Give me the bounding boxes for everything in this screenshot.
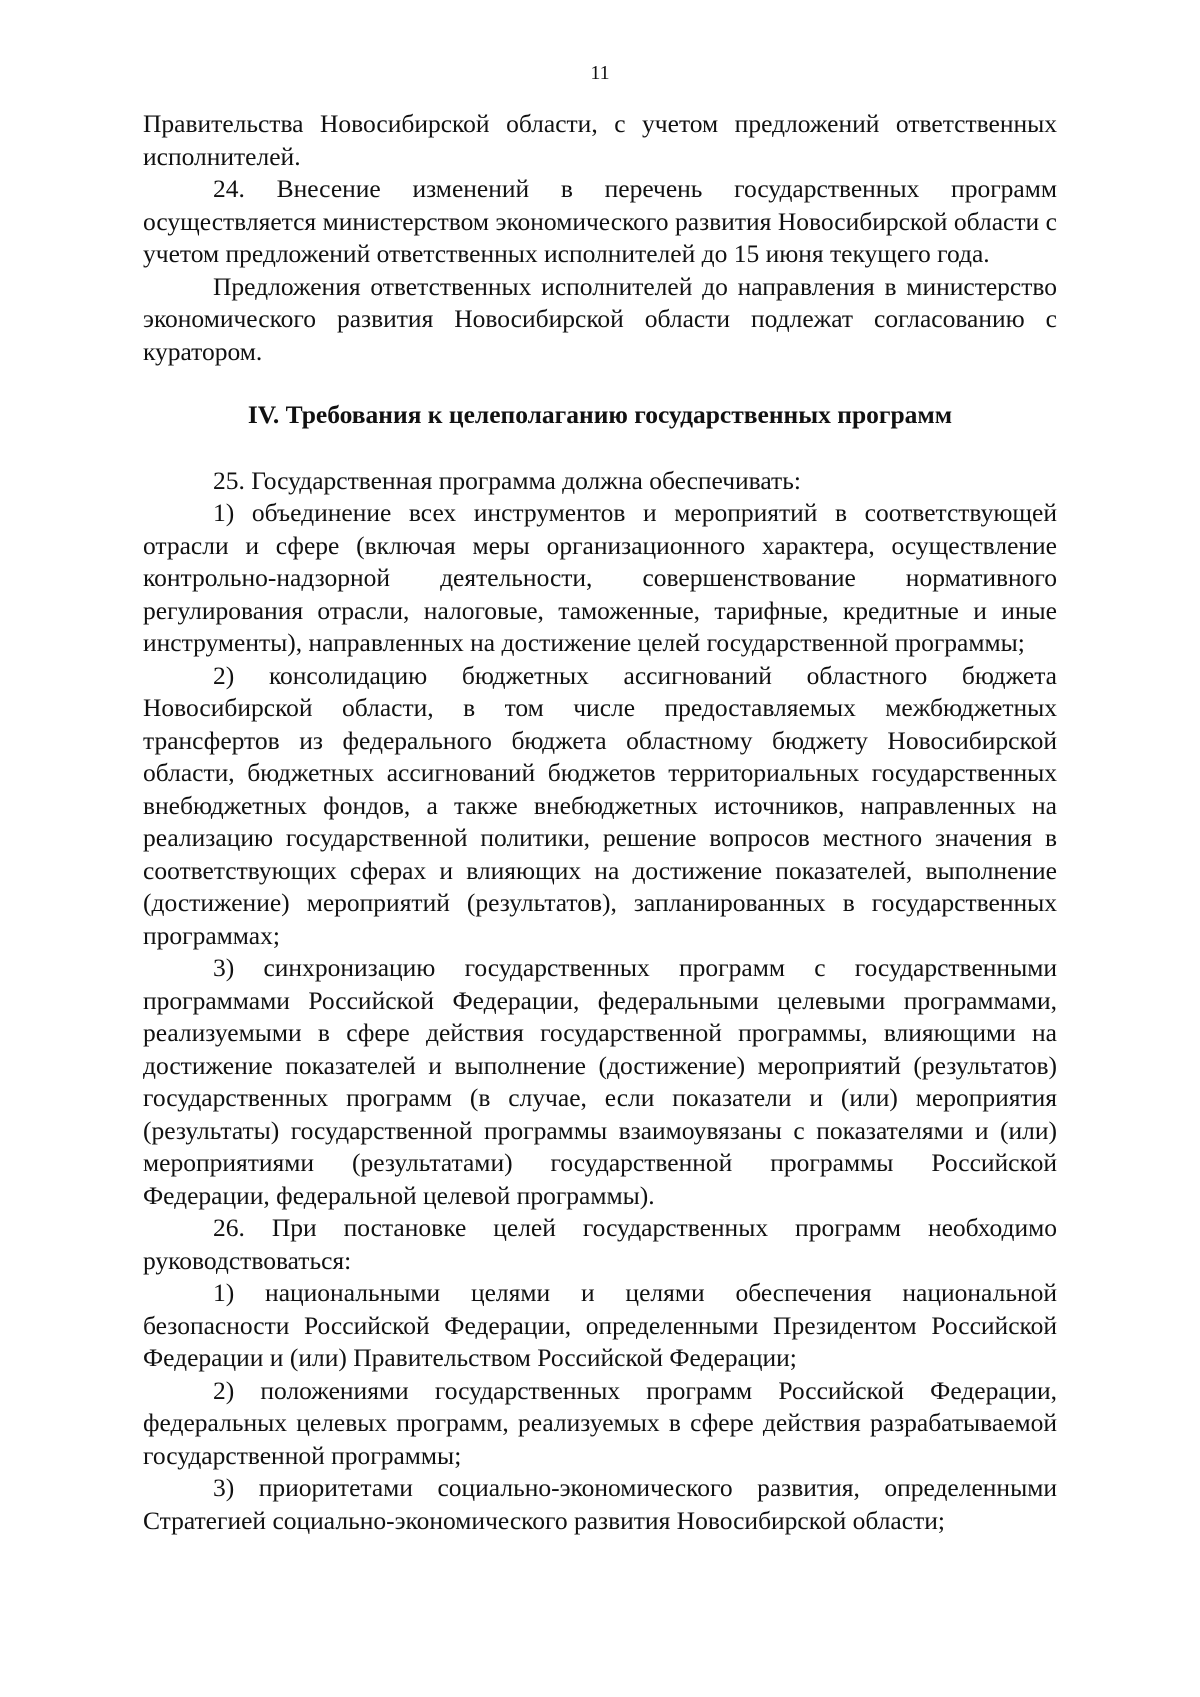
- paragraph-25-item-1: 1) объединение всех инструментов и мероприятий в соответствующей отрасли и сфере (включая меры организационного характера, осуществление контрольно-надзорной деятельности, совершенствование нормативного регулирования отрасли, налоговые, таможенные, тарифные, кредитные и иные инструменты), направленных на достижение целей государственной программы;: [143, 498, 1057, 657]
- paragraph-continuation: Правительства Новосибирской области, с учетом предложений ответственных исполнителей.: [143, 109, 1057, 171]
- paragraph-26: 26. При постановке целей государственных программ необходимо руководствоваться:: [143, 1213, 1057, 1275]
- paragraph-24-proposals: Предложения ответственных исполнителей до направления в министерство экономического развития Новосибирской области подлежат согласованию с куратором.: [143, 271, 1057, 366]
- paragraph-24: 24. Внесение изменений в перечень государственных программ осуществляется министерством экономического развития Новосибирской области с учетом предложений ответственных исполнителей до 15 июня текущего года.: [143, 174, 1057, 268]
- section-heading: IV. Требования к целеполаганию государственных программ: [247, 400, 953, 429]
- paragraph-26-item-3: 3) приоритетами социально-экономического развития, определенными Стратегией социально-экономического развития Новосибирской области;: [143, 1473, 1057, 1535]
- paragraph-25-item-2: 2) консолидацию бюджетных ассигнований областного бюджета Новосибирской области, в том числе предоставляемых межбюджетных трансфертов из федерального бюджета областному бюджету Новосибирской области, бюджетных ассигнований бюджетов территориальных государственных внебюджетных фондов, а также внебюджетных источников, направленных на реализацию государственной политики, решение вопросов местного значения в соответствующих сферах и влияющих на достижение показателей, выполнение (достижение) мероприятий (результатов), запланированных в государственных программах;: [143, 660, 1057, 950]
- paragraph-26-item-1: 1) национальными целями и целями обеспечения национальной безопасности Российской Федерации, определенными Президентом Российской Федерации и (или) Правительством Российской Федерации;: [143, 1278, 1057, 1372]
- paragraph-25: 25. Государственная программа должна обеспечивать:: [213, 465, 801, 495]
- paragraph-25-item-3: 3) синхронизацию государственных программ с государственными программами Российской Федерации, федеральными целевыми программами, реализуемыми в сфере действия государственной программы, влияющими на достижение показателей и выполнение (достижение) мероприятий (результатов) государственных программ (в случае, если показатели и (или) мероприятия (результаты) государственной программы взаимоувязаны с показателями и (или) мероприятиями (результатами) государственной программы Российской Федерации, федеральной целевой программы).: [143, 953, 1057, 1210]
- document-body: [143, 108, 1057, 1537]
- paragraph-26-item-2: 2) положениями государственных программ Российской Федерации, федеральных целевых программ, реализуемых в сфере действия разрабатываемой государственной программы;: [143, 1375, 1057, 1470]
- page-number: 11: [590, 62, 610, 84]
